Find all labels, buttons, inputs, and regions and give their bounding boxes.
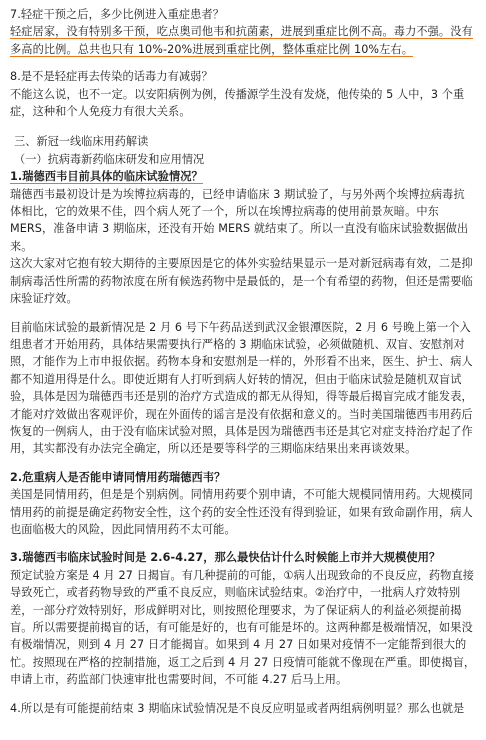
spacer — [10, 458, 476, 469]
question-1-paragraph-3: 目前临床试验的最新情况是 2 月 6 号下午药品送到武汉金银潭医院，2 月 6 号晚上第一个入组患者才开始用药，具体结果需要执行严格的 3 期临床试验，必须做随机、双盲、安慰剂对照，才能作为上市申报依据。药物本身和安慰剂是一样的，外形看不出来，医生、护士、病人都不知道用得是什么。即使近期有人打听到病人好转的情况，但由于临床试验是随机双盲试验，具体是因为瑞德西韦还是别的治疗方式造成的都无从得知，得等最后揭盲完成才能发表，才能对疗效做出客观评价，现在外面传的谣言是没有依据和意义的。当时美国瑞德西韦用药后恢复的一例病人，由于没有临床试验对照，具体是因为瑞德西韦还是其它对症支持治疗起了作用，其实都没有办法完全确定，所以还是要等科学的三期临床结果出来再谈效果。 — [10, 320, 473, 456]
question-3-answer: 预定试验方案是 4 月 27 日揭盲。有几种提前的可能，①病人出现致命的不良反应，药物直接导致死亡，或者药物导致的严重不良反应，则临床试验结束。②治疗中，一批病人疗效特别差，一部分疗效特别好，形成鲜明对比，则按照伦理要求，为了保证病人的利益必须提前揭盲。所以需要提前揭盲的话，有可能是好的，也有可能是坏的。这两种都是极端情况，如果没有极端情况，则到 4 月 27 日才能揭盲。如果到 4 月 27 日如果对疫情不一定能帮到很大的忙。按照现在严格的控制措施，返工之后到 4 月 27 日疫情可能就不像现在严重。即使揭盲，申请上市，药监部门快速审批也需要时间，不可能 4.27 后马上用。 — [10, 568, 476, 687]
question-2-answer: 美国是同情用药，但是是个别病例。同情用药要个别申请，不可能大规模同情用药。大规模同情用药的前提是确定药物安全性，这个药的安全性还没有得到验证，如果有致命副作用，病人也面临极大的风险，因此同情用药不太可能。 — [10, 488, 473, 536]
spacer — [10, 308, 476, 319]
section-3-title: 三、新冠一线临床用药解读 — [14, 135, 149, 149]
question-7-answer-text: 轻症居家，没有特别多干预，吃点奥司他韦和抗菌素，进展到重症比例不高。毒力不强。没有多高的比例。总共也只有 10%-20%进展到重症比例，整体重症比例 10%左右。 — [10, 25, 473, 56]
section-3-subtitle: （一）抗病毒新药临床研发和应用情况 — [14, 152, 205, 166]
question-4-title: 4.所以是有可能提前结束 3 期临床试验情况是不良反应明显或者两组病例明显？那么也就是 — [10, 701, 465, 715]
question-7-title: 7.轻症干预之后，多少比例进入重症患者？ — [10, 8, 225, 21]
spacer — [10, 58, 476, 68]
question-8-title: 8.是不是轻症再去传染的话毒力有减弱？ — [10, 70, 213, 84]
spacer — [10, 538, 476, 549]
question-8-answer: 不能这么说，也不一定。以安阳病例为例，传播源学生没有发烧，他传染的 5 人中，3 个重症，这种和个人免疫力有很大关系。 — [10, 87, 465, 119]
question-1-paragraph-2: 这次大家对它抱有较大期待的主要原因是它的体外实验结果显示一是对新冠病毒有效，二是抑制病毒活性所需的药物浓度在所有候选药物中是最低的，是一个有希望的药物，但还是需要临床验证疗效。 — [10, 257, 473, 306]
question-1-paragraph-1: 瑞德西韦最初设计是为埃博拉病毒的，已经申请临床 3 期试验了，与另外两个埃博拉病毒抗体相比，它的效果不佳，四个病人死了一个，所以在埃博拉病毒的使用前景灰暗。中东 MERS，准备申请 3 期临床，还没有开始 MERS 就结束了。所以一直没有临床试验数据做出来。 — [10, 187, 469, 253]
question-7-answer — [10, 23, 476, 58]
question-2-title: 2.危重病人是否能申请同情用药瑞德西韦？ — [10, 470, 226, 484]
spacer — [10, 120, 476, 133]
spacer — [10, 689, 476, 700]
question-1-title — [10, 168, 476, 185]
question-3-title: 3.瑞德西韦临床试验时间是 2.6-4.27，那么最快估计什么时候能上市并大规模使用？ — [10, 551, 441, 565]
question-1-title-text: 1.瑞德西韦目前具体的临床试验情况？ — [10, 170, 203, 184]
